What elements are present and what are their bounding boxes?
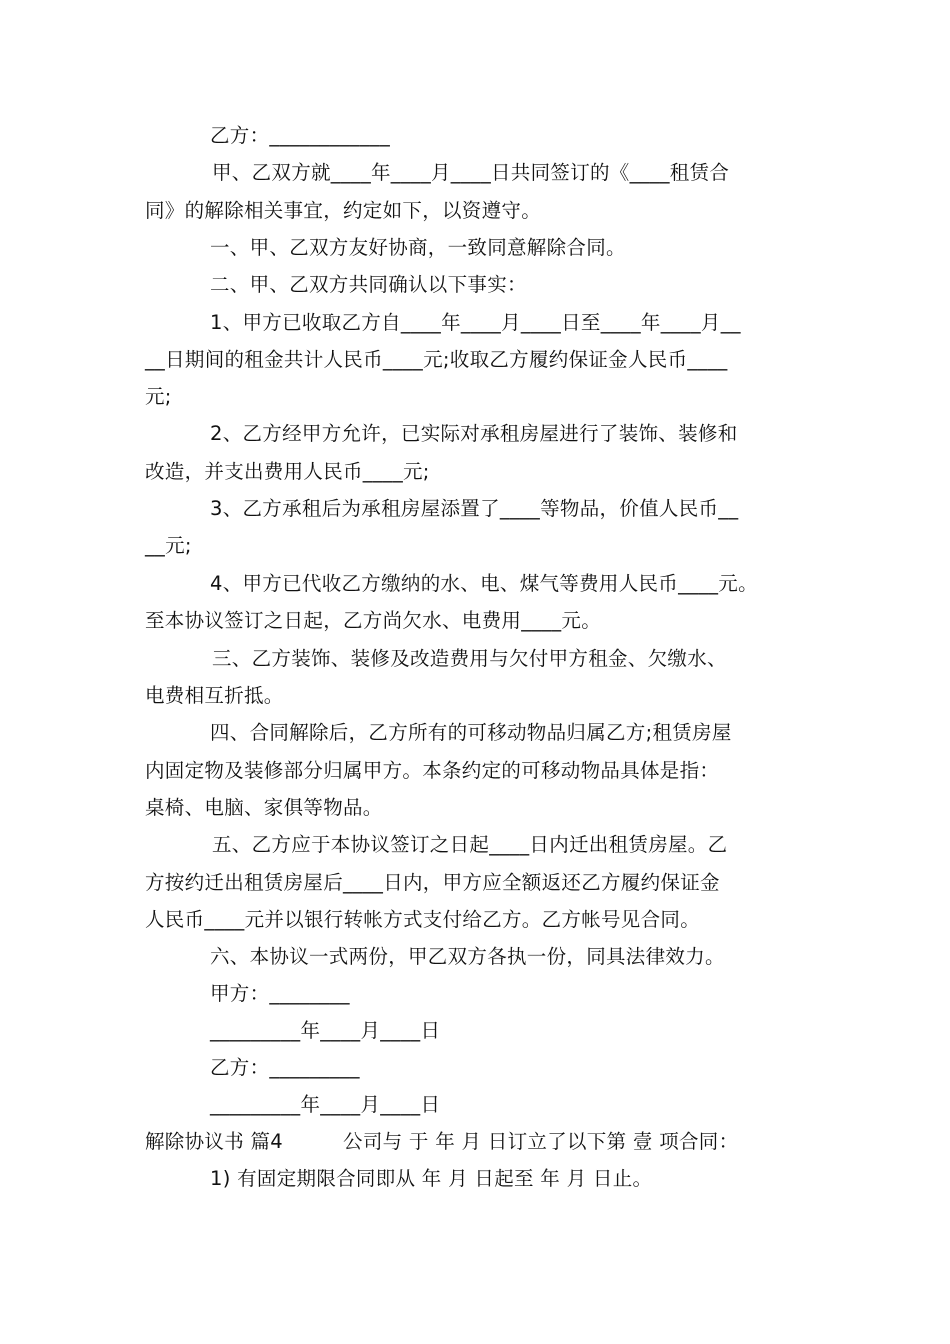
item-4-line: 至本协议签订之日起，乙方尚欠水、电费用____元。 xyxy=(145,609,602,632)
clause-6-line: 六、本协议一式两份，甲乙双方各执一份，同具法律效力。 xyxy=(210,945,725,968)
contract-term-line: 1) 有固定期限合同即从 年 月 日起至 年 月 日止。 xyxy=(210,1167,653,1190)
clause-5-line: 人民币____元并以银行转帐方式支付给乙方。乙方帐号见合同。 xyxy=(145,908,701,931)
clause-2-line: 二、甲、乙双方共同确认以下事实： xyxy=(210,273,527,296)
item-4-line: 4、甲方已代收乙方缴纳的水、电、煤气等费用人民币____元。 xyxy=(210,572,758,595)
item-1-line: 元; xyxy=(145,385,172,408)
section-heading-line xyxy=(145,1129,825,1155)
paragraph-line: 同》的解除相关事宜，约定如下，以资遵守。 xyxy=(145,199,542,222)
item-1-line: __日期间的租金共计人民币____元;收取乙方履约保证金人民币____ xyxy=(145,348,728,371)
item-2-line: 2、乙方经甲方允许，已实际对承租房屋进行了装饰、装修和 xyxy=(210,422,738,445)
clause-5-line: 方按约迁出租赁房屋后____日内，甲方应全额返还乙方履约保证金 xyxy=(145,871,720,894)
item-1-line: 1、甲方已收取乙方自____年____月____日至____年____月__ xyxy=(210,311,741,334)
party-b-signature-line: 乙方：_________ xyxy=(210,1056,360,1079)
clause-4-line: 内固定物及装修部分归属甲方。本条约定的可移动物品具体是指： xyxy=(145,759,720,782)
clause-3-line: 三、乙方装饰、装修及改造费用与欠付甲方租金、欠缴水、 xyxy=(212,647,727,670)
item-3-line: 3、乙方承租后为承租房屋添置了____等物品，价值人民币__ xyxy=(210,497,739,520)
clause-1-line: 一、甲、乙双方友好协商，一致同意解除合同。 xyxy=(210,236,626,259)
party-b-date-line: _________年____月____日 xyxy=(210,1093,441,1116)
section-intro: 公司与 于 年 月 日订立了以下第 壹 项合同： xyxy=(343,1130,739,1153)
clause-4-line: 桌椅、电脑、家俱等物品。 xyxy=(145,796,383,819)
party-a-date-line: _________年____月____日 xyxy=(210,1019,441,1042)
paragraph-line: 甲、乙双方就____年____月____日共同签订的《____租赁合 xyxy=(212,161,730,184)
clause-5-line: 五、乙方应于本协议签订之日起____日内迁出租赁房屋。乙 xyxy=(212,833,728,856)
section-heading: 解除协议书 篇4 xyxy=(145,1130,284,1153)
party-a-signature-line: 甲方：________ xyxy=(210,982,350,1005)
clause-3-line: 电费相互折抵。 xyxy=(145,684,284,707)
item-2-line: 改造，并支出费用人民币____元; xyxy=(145,460,430,483)
item-3-line: __元; xyxy=(145,534,192,557)
party-b-line: 乙方：____________ xyxy=(210,124,390,147)
clause-4-line: 四、合同解除后，乙方所有的可移动物品归属乙方;租赁房屋 xyxy=(210,721,732,744)
